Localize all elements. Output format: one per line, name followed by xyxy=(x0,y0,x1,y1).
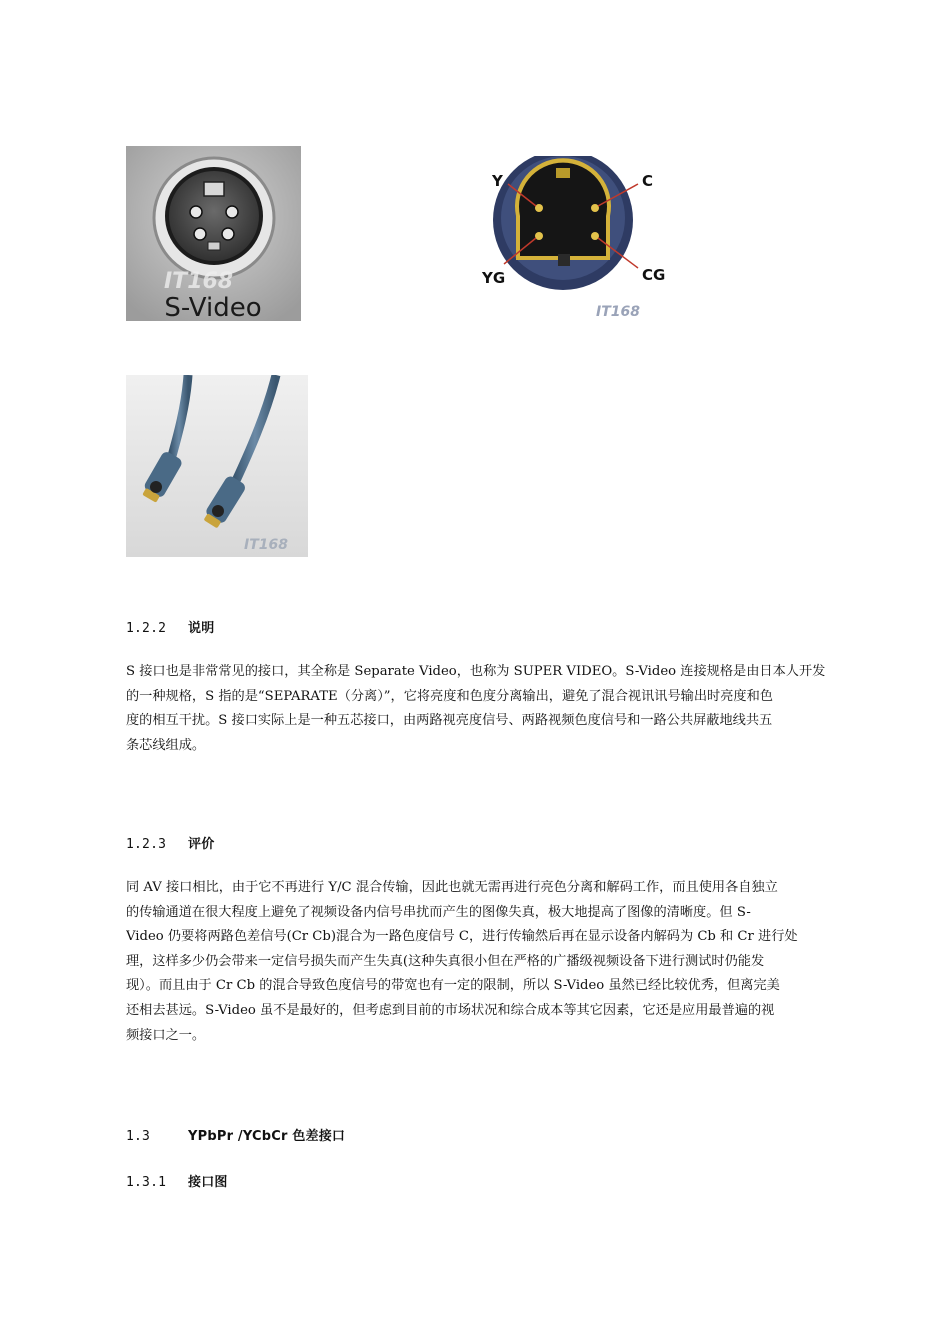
paragraph-line: 还相去甚远。S-Video 虽不是最好的，但考虑到目前的市场状况和综合成本等其它因素，它还是应用最普遍的视 xyxy=(126,1002,775,1018)
paragraph-line: 的传输通道在很大程度上避免了视频设备内信号串扰而产生的图像失真，极大地提高了图像的清晰度。但 S- xyxy=(126,904,751,920)
section-title: 接口图 xyxy=(188,1175,228,1190)
svideo-socket-illustration xyxy=(126,146,301,321)
paragraph-evaluation xyxy=(126,876,838,1048)
svideo-pinout-illustration xyxy=(478,156,668,322)
watermark-text: IT168 xyxy=(596,304,640,320)
section-number: 1.3 xyxy=(126,1129,151,1144)
section-heading-1-3 xyxy=(126,1125,345,1144)
paragraph-line: 度的相互干扰。S 接口实际上是一种五芯接口，由两路视亮度信号、两路视频色度信号和一路公共屏蔽地线共五 xyxy=(126,713,773,729)
svideo-pinout-image xyxy=(478,156,668,322)
watermark-text: IT168 xyxy=(244,537,288,553)
section-number: 1.2.2 xyxy=(126,621,167,636)
paragraph-line: 频接口之一。 xyxy=(126,1027,206,1043)
section-number: 1.2.3 xyxy=(126,837,167,852)
pin-label-c: C xyxy=(642,172,654,190)
section-title: 说明 xyxy=(188,621,215,636)
section-title: YPbPr /YCbCr 色差接口 xyxy=(188,1129,346,1144)
svideo-label: S-Video xyxy=(164,293,262,321)
paragraph-description xyxy=(126,660,838,758)
paragraph-line: 理，这样多少仍会带来一定信号损失而产生失真(这种失真很小但在严格的广播级视频设备下进行测试时仍能发 xyxy=(126,953,765,969)
paragraph-line: S 接口也是非常常见的接口，其全称是 Separate Video，也称为 SUPER VIDEO。S-Video 连接规格是由日本人开发 xyxy=(126,664,826,679)
paragraph-line: 现）。而且由于 Cr Cb 的混合导致色度信号的带宽也有一定的限制，所以 S-Video 虽然已经比较优秀，但离完美 xyxy=(126,978,780,994)
pin-label-cg: CG xyxy=(642,266,666,284)
paragraph-line: Video 仍要将两路色差信号(Cr Cb)混合为一路色度信号 C，进行传输然后再在显示设备内解码为 Cb 和 Cr 进行处 xyxy=(126,929,798,945)
section-heading-1-2-3 xyxy=(126,833,214,852)
section-heading-1-2-2 xyxy=(126,617,214,636)
section-number: 1.3.1 xyxy=(126,1175,167,1190)
paragraph-line: 同 AV 接口相比，由于它不再进行 Y/C 混合传输，因此也就无需再进行亮色分离和解码工作，而且使用各自独立 xyxy=(126,880,778,895)
svideo-cable-illustration xyxy=(126,375,308,557)
watermark-text: IT168 xyxy=(164,269,234,294)
pin-label-y: Y xyxy=(492,172,503,190)
pin-label-yg: YG xyxy=(482,269,506,287)
svideo-cable-image xyxy=(126,375,308,557)
section-title: 评价 xyxy=(188,837,215,852)
paragraph-line: 的一种规格，S 指的是“SEPARATE（分离）”，它将亮度和色度分离输出，避免了混合视讯讯号输出时亮度和色 xyxy=(126,688,773,704)
paragraph-line: 条芯线组成。 xyxy=(126,737,206,753)
svideo-socket-image xyxy=(126,146,301,321)
section-heading-1-3-1 xyxy=(126,1171,228,1190)
